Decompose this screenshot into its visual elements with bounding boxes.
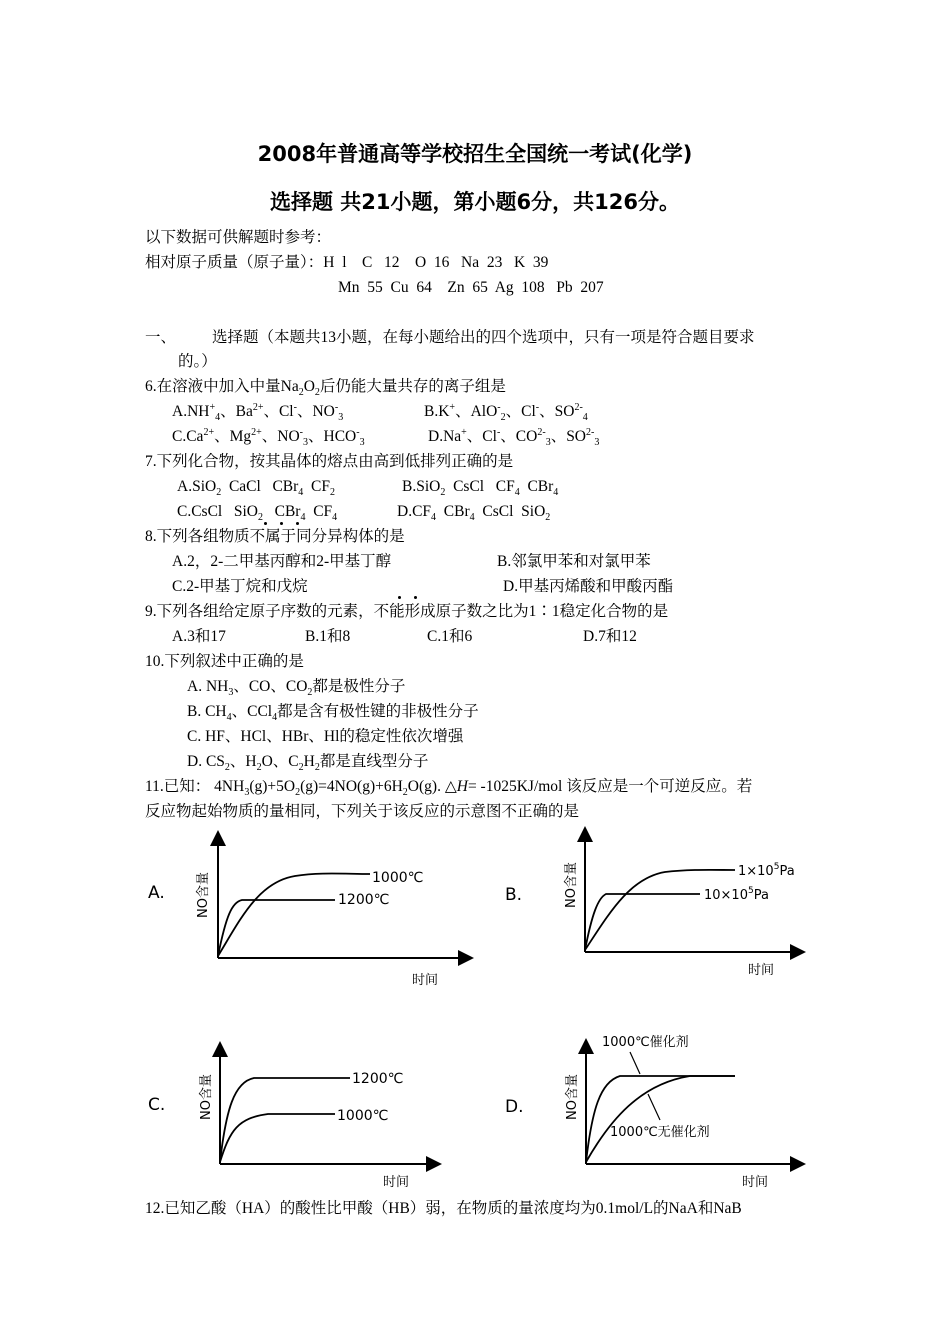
emphasis-dot: [414, 596, 417, 599]
section-number: 一、: [145, 329, 177, 346]
graph-b-curve-1e5: [585, 870, 735, 950]
q6-stem: 6.在溶液中加入中量$Na_2O_2$后仍能大量共存的离子组是: [145, 378, 506, 399]
q10-option-d: D. $CS_2$、$H_2O$、$C_2H_2$都是直线型分子: [187, 753, 429, 774]
graph-d-letter: D.: [505, 1097, 524, 1117]
graph-a-label-lower: 1200℃: [338, 892, 390, 908]
q8-option-b: B.邻氯甲苯和对氯甲苯: [497, 553, 651, 570]
graph-b-ylabel: NO含量: [564, 862, 579, 908]
q11-graphs: [0, 820, 950, 1220]
graph-b-curve-10e5: [585, 894, 700, 950]
q8-option-d: D.甲基丙烯酸和甲酸丙酯: [503, 578, 674, 595]
q6-option-a: $A.NH^+_4$、$Ba^{2+}$、Cl-、$NO^-_3$: [172, 401, 344, 424]
q8-stem: 8.下列各组物质不属于同分异构体的是: [145, 528, 405, 545]
q10-option-c: C. HF、HCl、HBr、Hl的稳定性依次增强: [187, 728, 464, 745]
q7-stem: 7.下列化合物，按其晶体的熔点由高到低排列正确的是: [145, 453, 514, 470]
graph-b-label-lower: $10\times 10^5Pa$: [704, 886, 769, 903]
graph-d-pointer-lower: [648, 1094, 660, 1120]
graph-b-label-upper: $1\times 10^5Pa$: [738, 862, 795, 879]
q8-option-c: C.2-甲基丁烷和戊烷: [172, 578, 308, 595]
graph-b-xlabel: 时间: [748, 963, 775, 978]
graph-a-label-upper: 1000℃: [372, 870, 424, 886]
q9-stem: 9.下列各组给定原子序数的元素，不能形成原子数之比为1∶1稳定化合物的是: [145, 603, 669, 620]
q10-option-a: A. $NH_3$、CO、$CO_2$都是极性分子: [187, 678, 406, 699]
graph-c-xlabel: 时间: [383, 1175, 410, 1190]
graph-c-ylabel: NO含量: [199, 1074, 214, 1120]
emphasis-dot: [296, 522, 299, 525]
q11-stem-line-1: 11.已知： $4NH_3(g)+5O_2(g)=4NO(g)+6H_2O(g)$. △H= -1025KJ/mol 该反应是一个可逆反应。若: [145, 778, 753, 799]
q8-option-a: A.2，2-二甲基丙醇和2-甲基丁醇: [172, 553, 392, 570]
page-title: 2008年普通高等学校招生全国统一考试(化学): [257, 142, 693, 166]
q11-stem-line-2: 反应物起始物质的量相同，下列关于该反应的示意图不正确的是: [145, 803, 580, 820]
graph-d-label-upper: 1000℃催化剂: [602, 1035, 689, 1050]
reference-line-1: 相对原子质量（原子量）：H l C 12 O 16 Na 23 K 39: [145, 254, 549, 271]
q7-option-b: B.SiO$_2$ CsCl $CF_4$ CBr$_4$: [402, 478, 559, 499]
q9-option-d: D.7和12: [583, 628, 637, 645]
q6-option-d: D.Na+、Cl-、$CO^{2-}_3$、$SO^{2-}_3$: [428, 426, 600, 449]
graph-d-pointer-upper: [630, 1052, 640, 1074]
graph-c-curve-1200: [220, 1078, 350, 1162]
graph-c-label-upper: 1200℃: [352, 1071, 404, 1087]
emphasis-dot: [398, 596, 401, 599]
q7-option-c: C.CsCl SiO$_2$ CBr$_4$ $CF_4$: [177, 503, 338, 524]
reference-line-2: Mn 55 Cu 64 Zn 65 Ag 108 Pb 207: [338, 279, 604, 296]
emphasis-dot: [280, 522, 283, 525]
q9-option-b: B.1和8: [305, 628, 351, 645]
q9-option-c: C.1和6: [427, 628, 473, 645]
graph-c-curve-1000: [220, 1114, 335, 1162]
graph-c: [148, 1045, 438, 1190]
q7-option-a: A.SiO$_2$ CaCl CBr$_4$ $CF_2$: [177, 478, 335, 499]
graph-b-letter: B.: [505, 885, 523, 905]
graph-a: [148, 834, 470, 988]
q10-option-b: B. $CH_4$、CCl$_4$都是含有极性键的非极性分子: [187, 703, 479, 724]
q10-stem: 10.下列叙述中正确的是: [145, 653, 304, 670]
graph-d-ylabel: NO含量: [565, 1074, 580, 1120]
section-text-line-1: 选择题（本题共13小题，在每小题给出的四个选项中，只有一项是符合题目要求: [212, 329, 755, 346]
graph-d-curve-no-catalyst: [586, 1076, 735, 1162]
graph-c-label-lower: 1000℃: [337, 1108, 389, 1124]
reference-intro: 以下数据可供解题时参考：: [145, 229, 332, 246]
q6-option-b: B.K+、AlO-$_2$、Cl-、$SO^{2-}_4$: [424, 401, 588, 424]
page-subtitle: 选择题 共21小题，第小题6分，共126分。: [270, 190, 680, 214]
graph-a-xlabel: 时间: [412, 973, 439, 988]
graph-d-curve-catalyst: [586, 1076, 735, 1162]
q12-stem: 12.已知乙酸（HA）的酸性比甲酸（HB）弱，在物质的量浓度均为0.1mol/L的NaA和NaB: [145, 1200, 742, 1217]
graph-a-ylabel: NO含量: [196, 872, 211, 918]
graph-a-curve-1000: [218, 874, 370, 957]
graph-b: [505, 830, 802, 978]
emphasis-dot: [264, 522, 267, 525]
q9-option-a: A.3和17: [172, 628, 226, 645]
q6-option-c: $C.Ca^{2+}$、$Mg^{2+}$、$NO^-_3$、$HCO^-_3$: [172, 426, 365, 449]
q7-option-d: $D.CF_4$ CBr$_4$ CsCl SiO$_2$: [397, 503, 551, 524]
graph-d: [505, 1034, 802, 1190]
graph-d-label-lower: 1000℃无催化剂: [610, 1125, 710, 1140]
graph-c-letter: C.: [148, 1095, 166, 1115]
graph-d-xlabel: 时间: [742, 1175, 769, 1190]
graph-a-letter: A.: [148, 883, 165, 903]
section-text-line-2: 的。）: [178, 353, 217, 370]
